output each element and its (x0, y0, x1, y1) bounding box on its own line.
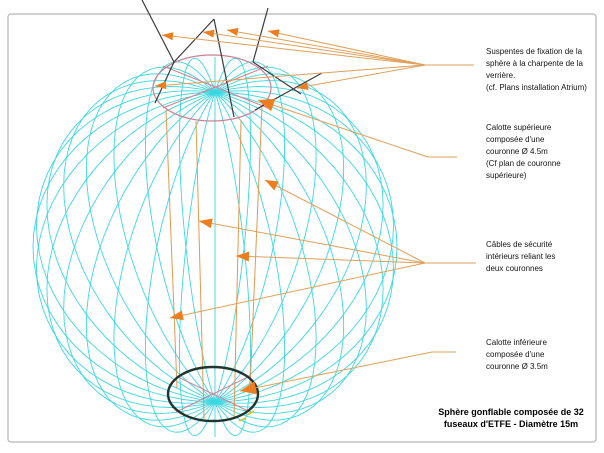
annotation-calotte-inferieure (486, 337, 604, 373)
annotation-calotte-inf-line: couronne Ø 3.5m (486, 362, 548, 371)
diagram-caption (425, 406, 597, 430)
leader-cables-securite-arrowhead (265, 180, 279, 190)
leader-suspentes-arrowhead (203, 30, 215, 38)
leader-suspentes-arrowhead (162, 32, 173, 40)
annotation-cables-line: deux couronnes (486, 264, 543, 273)
leader-cables-securite-arrowhead (199, 219, 213, 229)
caption-line-2: fuseaux d'ETFE - Diamètre 15m (443, 419, 579, 429)
annotation-suspentes (486, 46, 604, 94)
leader-suspentes-arrowhead (227, 28, 239, 36)
safety-cable (196, 121, 204, 419)
annotation-cables-line: Câbles de sécurité (486, 240, 553, 249)
leader-suspentes (162, 35, 425, 65)
leader-suspentes-arrowhead (155, 81, 166, 89)
annotation-calotte-sup-line: couronne Ø 4.5m (486, 147, 548, 156)
annotation-suspentes-line: sphère à la charpente de la (486, 59, 583, 68)
annotation-suspentes-line: (cf. Plans installation Atrium) (486, 83, 587, 92)
annotation-calotte-sup-line: supérieure) (486, 171, 527, 180)
safety-cable (166, 110, 177, 388)
annotation-calotte-sup-line: (Cf plan de couronne (486, 159, 561, 168)
leader-suspentes (268, 31, 425, 65)
annotation-calotte-inf-line: composée d'une (486, 350, 545, 359)
annotation-calotte-sup-line: Calotte supérieure (486, 123, 552, 132)
annotation-calotte-superieure (486, 122, 604, 182)
leader-suspentes (203, 32, 425, 65)
annotation-cables-line: intérieurs reliant les (486, 252, 556, 261)
leader-cables-securite (265, 180, 425, 263)
annotation-suspentes-line: verrière. (486, 71, 516, 80)
leader-cables-securite-arrowhead (170, 310, 184, 320)
annotation-suspentes-line: Suspentes de fixation de la (486, 47, 583, 56)
annotation-calotte-inf-line: Calotte inférieure (486, 338, 547, 347)
annotation-cables-securite (486, 239, 604, 275)
caption-line-1: Sphère gonflable composée de 32 (438, 407, 584, 417)
leader-suspentes (155, 65, 425, 86)
suspension-line (142, 0, 174, 62)
leader-calotte-superieure (258, 100, 428, 157)
leader-suspentes-arrowhead (268, 29, 280, 37)
annotation-calotte-sup-line: composée d'une (486, 135, 545, 144)
safety-cable (250, 106, 262, 388)
